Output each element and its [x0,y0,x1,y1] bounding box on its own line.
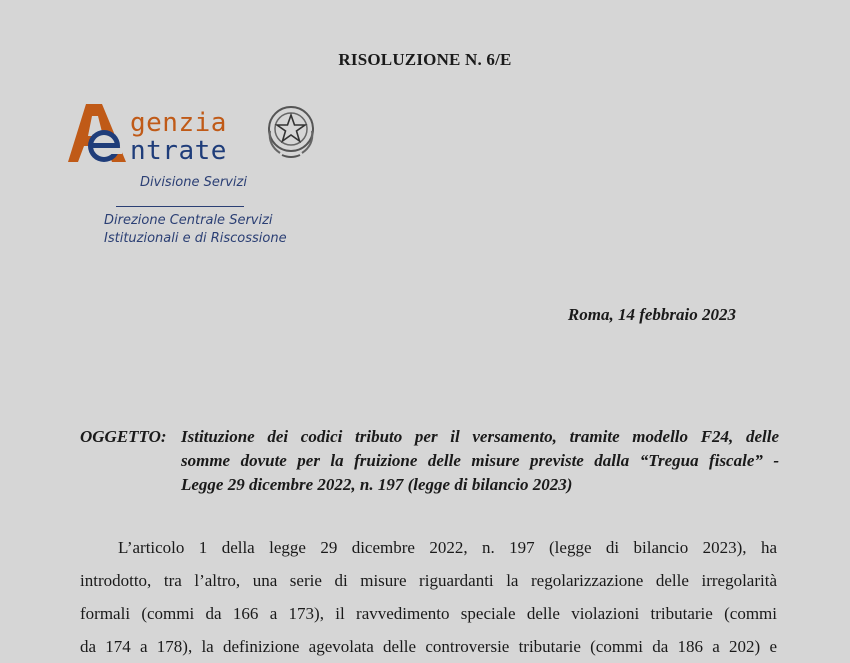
body-line: L’articolo 1 della legge 29 dicembre 2022, n. 197 (legge di bilancio 2023), ha [118,538,777,557]
directorate-label [104,212,304,248]
subject-line: Legge 29 dicembre 2022, n. 197 (legge di bilancio 2023) [181,475,573,494]
body-line: da 174 a 178), la definizione agevolata delle controversie tributarie (commi da 186 a 202) e [80,637,777,656]
directorate-line: Direzione Centrale Servizi [104,213,273,228]
logo-divider [116,206,244,207]
subject-text [181,425,779,497]
division-label: Divisione Servizi [140,175,247,190]
body-paragraph [80,531,777,663]
italian-republic-emblem-icon [264,101,318,161]
directorate-line: Istituzionali e di Riscossione [104,231,287,246]
subject-line: somme dovute per la fruizione delle misure previste dalla “Tregua fiscale” - [181,451,779,470]
logo-word-agenzia: genzia [130,108,227,138]
agenzia-entrate-logo [68,100,328,250]
document-date: Roma, 14 febbraio 2023 [567,305,736,324]
body-line: introdotto, tra l’altro, una serie di misure riguardanti la regolarizzazione delle irregolarità [80,571,777,590]
subject-line: Istituzione dei codici tributo per il versamento, tramite modello F24, delle [181,427,779,446]
subject-label: OGGETTO: [80,427,167,446]
logo-word-entrate: ntrate [130,136,227,166]
body-line: formali (commi da 166 a 173), il ravvedimento speciale delle violazioni tributarie (commi [80,604,777,623]
resolution-title: RISOLUZIONE N. 6/E [338,50,512,69]
